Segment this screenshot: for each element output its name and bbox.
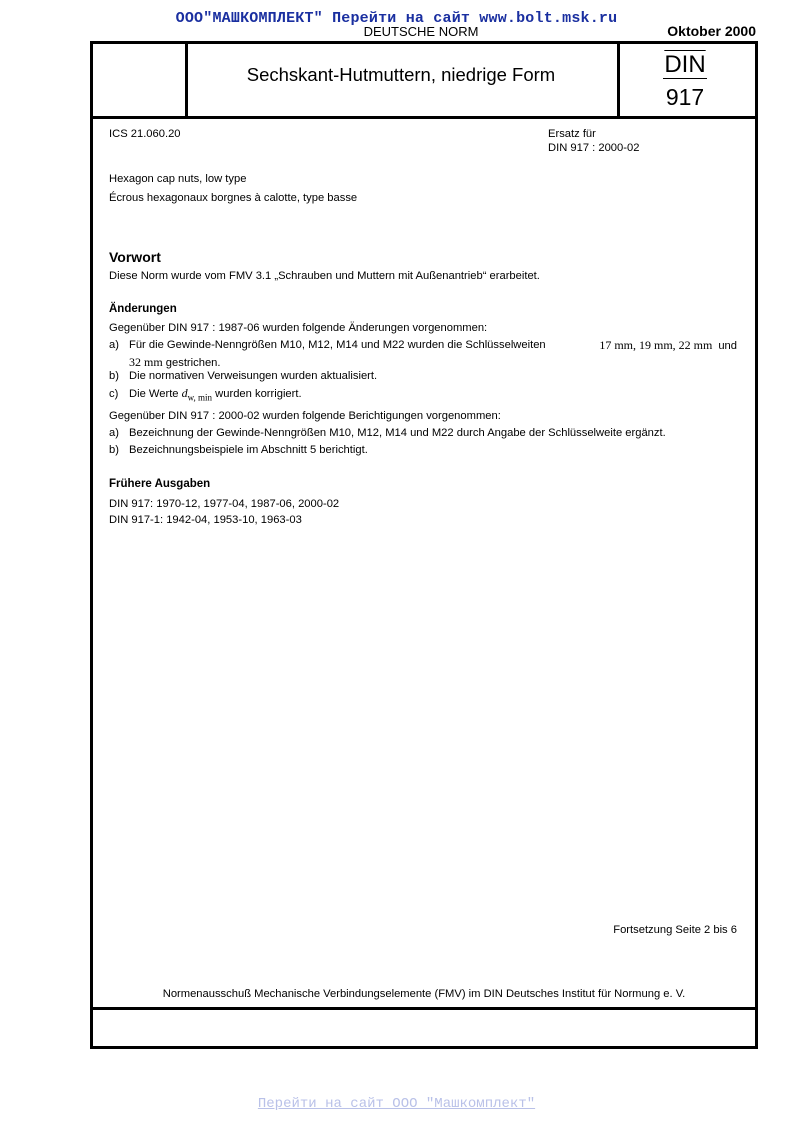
list-label: a) [109, 339, 119, 351]
document-title: Sechskant-Hutmuttern, niedrige Form [246, 64, 556, 85]
aenderungen-intro-2: Gegenüber DIN 917 : 2000-02 wurden folgende Berichtigungen vorgenommen: [109, 410, 501, 422]
vorwort-heading: Vorwort [109, 249, 161, 265]
footer-site-link[interactable]: Перейти на сайт ООО "Машкомплект" [257, 1096, 536, 1112]
list-text: Für die Gewinde-Nenngrößen M10, M12, M14 und M22 wurden die Schlüsselweiten [129, 339, 546, 351]
list-text: Bezeichnung der Gewinde-Nenngrößen M10, M12, M14 und M22 durch Angabe der Schlüsselweite ergänzt. [129, 427, 666, 439]
list-text: Bezeichnungsbeispiele im Abschnitt 5 berichtigt. [129, 444, 368, 456]
footer-divider [93, 1007, 755, 1010]
list-label: a) [109, 427, 119, 439]
list-text: Die Werte [129, 388, 179, 400]
list-label: b) [109, 370, 119, 382]
list-label: c) [109, 388, 119, 400]
ics-code: ICS 21.060.20 [109, 128, 181, 140]
wrench-size-last: 32 mm [129, 355, 163, 369]
list-item [109, 425, 666, 441]
list-item [109, 368, 377, 384]
math-symbol: d [181, 386, 188, 400]
french-title: Écrous hexagonaux borgnes à calotte, type basse [109, 192, 358, 204]
header-divider [93, 116, 755, 119]
math-subscript: w, min [187, 392, 213, 403]
list-item [109, 385, 302, 405]
continuation-note: Fortsetzung Seite 2 bis 6 [613, 924, 737, 936]
document-type-label: DEUTSCHE NORM [363, 24, 479, 39]
fruehere-heading: Frühere Ausgaben [109, 478, 211, 490]
fruehere-line-1: DIN 917: 1970-12, 1977-04, 1987-06, 2000-02 [109, 498, 340, 510]
list-item [109, 442, 368, 458]
list-item [109, 337, 737, 371]
wrench-sizes: 17 mm, 19 mm, 22 mm [599, 338, 713, 352]
replaces-value: DIN 917 : 2000-02 [548, 142, 640, 154]
replaces-label: Ersatz für [548, 128, 596, 140]
aenderungen-intro-1: Gegenüber DIN 917 : 1987-06 wurden folgende Änderungen vorgenommen: [109, 322, 488, 334]
list-text: Die normativen Verweisungen wurden aktualisiert. [129, 370, 378, 382]
committee-line: Normenausschuß Mechanische Verbindungselemente (FMV) im DIN Deutsches Institut für Normung e. V. [162, 988, 686, 1000]
list-label: b) [109, 444, 119, 456]
din-number: 917 [665, 84, 705, 110]
din-logo: $\overline{DIN}$ [664, 51, 706, 78]
list-text-and: und [718, 340, 737, 352]
list-text: wurden korrigiert. [215, 388, 302, 400]
fruehere-line-2: DIN 917-1: 1942-04, 1953-10, 1963-03 [109, 514, 302, 526]
document-date: Oktober 2000 [667, 23, 756, 39]
english-title: Hexagon cap nuts, low type [109, 173, 247, 185]
list-text: gestrichen. [165, 357, 221, 369]
promo-banner-link[interactable]: ООО"МАШКОМПЛЕКТ" Перейти на сайт www.bolt.msk.ru [175, 10, 618, 27]
aenderungen-heading: Änderungen [109, 303, 177, 315]
vorwort-text: Diese Norm wurde vom FMV 3.1 „Schrauben und Muttern mit Außenantrieb“ erarbeitet. [109, 270, 540, 282]
